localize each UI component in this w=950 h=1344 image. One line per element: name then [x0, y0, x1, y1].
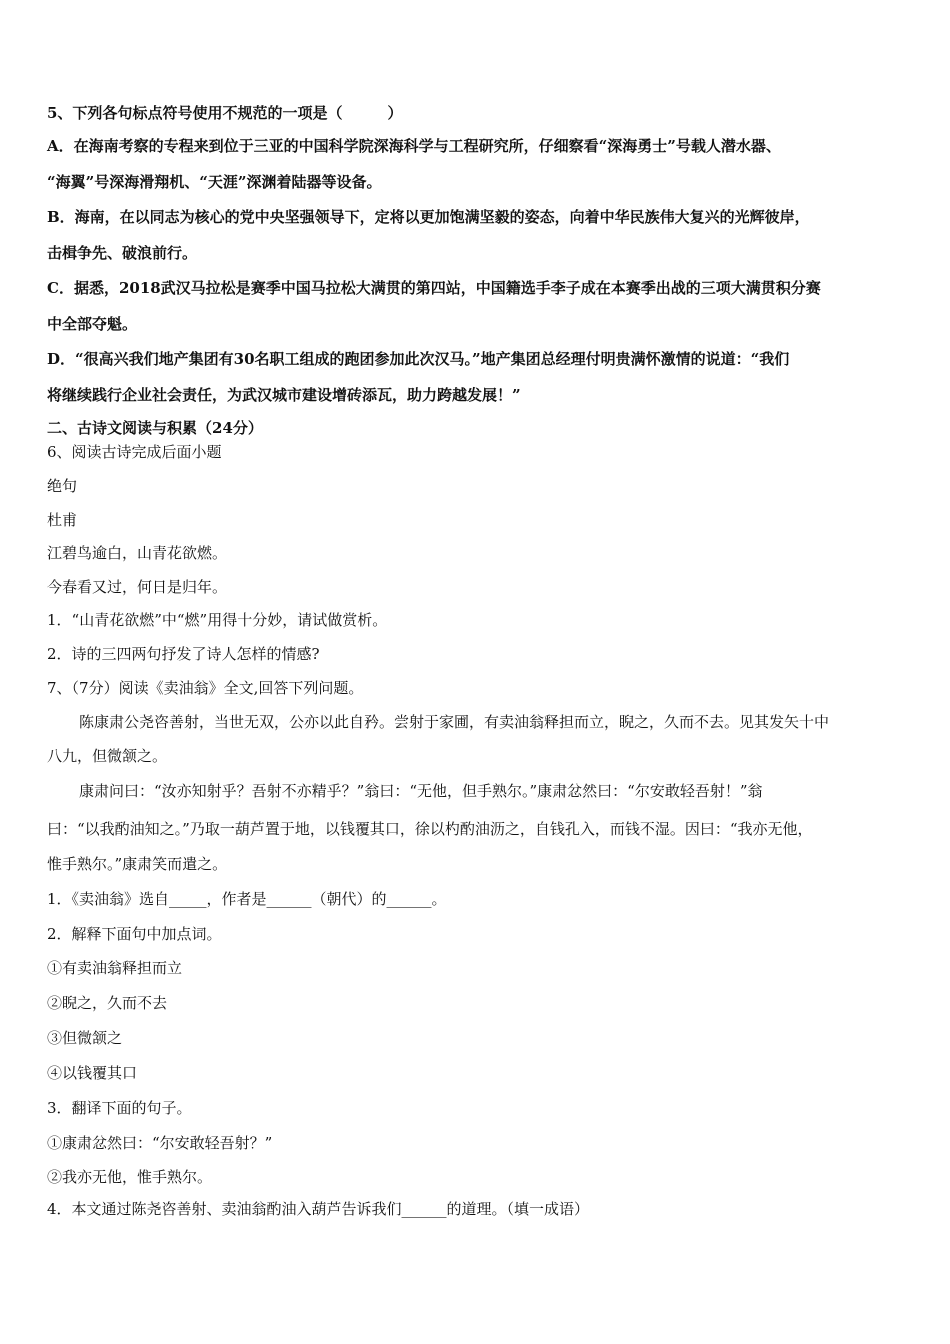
q7-subquestion-1: 1．《卖油翁》选自_____，作者是______（朝代）的______。	[47, 890, 447, 908]
section-heading: 二、古诗文阅读与积累（24分）	[47, 419, 263, 437]
q7-subquestion-4: 4．本文通过陈尧咨善射、卖油翁酌油入葫芦告诉我们______的道理。（填一成语）	[47, 1200, 590, 1218]
poem-author: 杜甫	[47, 511, 78, 529]
passage-p1-line1: 陈康肃公尧咨善射，当世无双，公亦以此自矜。尝射于家圃，有卖油翁释担而立，睨之，久而不去。见其发矢十中	[79, 713, 830, 731]
q7-stem: 7、（7分）阅读《卖油翁》全文,回答下列问题。	[47, 679, 364, 697]
passage-p2-line2: 曰：“以我酌油知之。”乃取一葫芦置于地，以钱覆其口，徐以杓酌油沥之，自钱孔入，而钱不湿。因曰：“我亦无他，	[47, 820, 813, 838]
q6-stem: 6、阅读古诗完成后面小题	[47, 443, 222, 461]
q5-option-b-line2: 击楫争先、破浪前行。	[47, 244, 198, 262]
q5-option-d-line1: D．“很高兴我们地产集团有30名职工组成的跑团参加此次汉马。”地产集团总经理付明贵满怀激情的说道：“我们	[47, 350, 790, 368]
poem-verse-1: 江碧鸟逾白，山青花欲燃。	[47, 544, 228, 562]
q7-item-2-2: ②睨之，久而不去	[47, 994, 168, 1012]
poem-title: 绝句	[47, 477, 78, 495]
q5-option-b-line1: B．海南，在以同志为核心的党中央坚强领导下，定将以更加饱满坚毅的姿态，向着中华民族伟大复兴的光辉彼岸，	[47, 208, 810, 226]
q7-subquestion-3: 3．翻译下面的句子。	[47, 1099, 192, 1117]
q7-item-3-1: ①康肃忿然曰：“尔安敢轻吾射？”	[47, 1134, 273, 1152]
q7-subquestion-2: 2．解释下面句中加点词。	[47, 925, 222, 943]
q7-item-2-3: ③但微颔之	[47, 1029, 123, 1047]
q5-option-a-line2: “海翼”号深海滑翔机、“天涯”深渊着陆器等设备。	[47, 173, 382, 191]
q5-stem: 5、下列各句标点符号使用不规范的一项是（ ）	[47, 104, 403, 122]
poem-verse-2: 今春看又过，何日是归年。	[47, 578, 228, 596]
q6-subquestion-1: 1．“山青花欲燃”中“燃”用得十分妙，请试做赏析。	[47, 611, 388, 629]
passage-p2-line3: 惟手熟尔。”康肃笑而遣之。	[47, 855, 228, 873]
q5-option-a-line1: A．在海南考察的专程来到位于三亚的中国科学院深海科学与工程研究所，仔细察看“深海勇士”号载人潜水器、	[47, 137, 781, 155]
q5-option-c-line1: C．据悉，2018武汉马拉松是赛季中国马拉松大满贯的第四站，中国籍选手李子成在本赛季出战的三项大满贯积分赛	[47, 279, 821, 297]
q6-subquestion-2: 2．诗的三四两句抒发了诗人怎样的情感?	[47, 645, 320, 663]
passage-p1-line2: 八九，但微颔之。	[47, 747, 168, 765]
q7-item-2-1: ①有卖油翁释担而立	[47, 959, 183, 977]
q5-option-c-line2: 中全部夺魁。	[47, 315, 138, 333]
passage-p2-line1: 康肃问曰：“汝亦知射乎？吾射不亦精乎？”翁曰：“无他，但手熟尔。”康肃忿然曰：“尔安敢轻吾射！”翁	[79, 782, 763, 800]
q7-item-2-4: ④以钱覆其口	[47, 1064, 138, 1082]
q5-option-d-line2: 将继续践行企业社会责任，为武汉城市建设增砖添瓦，助力跨越发展！”	[47, 386, 521, 404]
q7-item-3-2: ②我亦无他，惟手熟尔。	[47, 1168, 213, 1186]
